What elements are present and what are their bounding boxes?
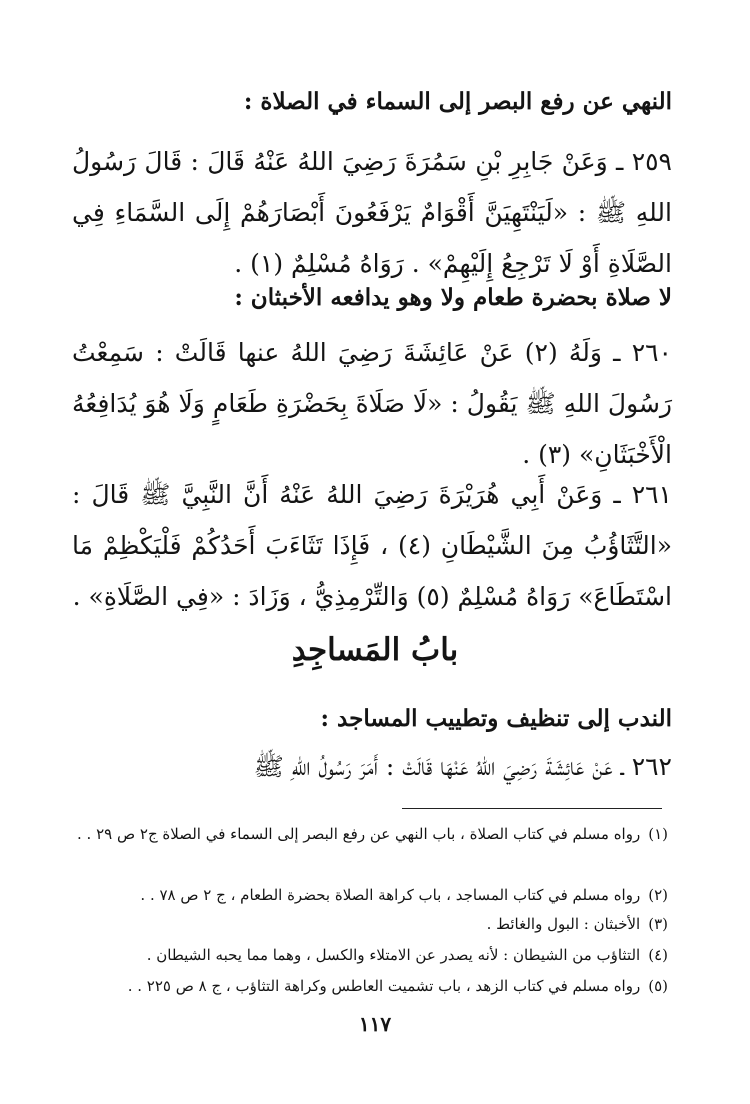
footnote-text: رواه مسلم في كتاب الصلاة ، باب النهي عن رفع البصر إلى السماء في الصلاة ج٢ ص ٢٩ . . — [77, 825, 641, 843]
footnote-5 — [73, 972, 668, 1000]
hadith-259: ٢٥٩ ـ وَعَنْ جَابِرِ بْنِ سَمُرَةَ رَضِيَ اللهُ عَنْهُ قَالَ : قَالَ رَسُولُ اللهِ ﷺ : «لَيَنْتَهِيَنَّ أَقْوَامٌ يَرْفَعُونَ أَبْصَارَهُمْ إِلَى السَّمَاءِ فِي الصَّلَاةِ أَوْ لَا تَرْجِعُ إِلَيْهِمْ» . رَوَاهُ مُسْلِمٌ (١) . — [72, 147, 672, 278]
section-heading-looking-up: النهي عن رفع البصر إلى السماء في الصلاة : — [243, 88, 672, 115]
footnote-number: (٤) — [648, 946, 668, 964]
page-number: ١١٧ — [358, 1012, 392, 1036]
footnote-2 — [73, 881, 668, 909]
hadith-261: ٢٦١ ـ وَعَنْ أَبِي هُرَيْرَةَ رَضِيَ اللهُ عَنْهُ أَنَّ النَّبِيَّ ﷺ قَالَ : «التَّثَاؤُبُ مِنَ الشَّيْطَانِ (٤) ، فَإِذَا تَثَاءَبَ أَحَدُكُمْ فَلْيَكْظِمْ مَا اسْتَطَاعَ» رَوَاهُ مُسْلِمٌ (٥) وَالتِّرْمِذِيُّ ، وَزَادَ : «فِي الصَّلَاةِ» . — [72, 480, 672, 611]
footnote-number: (٢) — [648, 886, 668, 904]
footnote-number: (٥) — [648, 977, 668, 995]
footnote-text: رواه مسلم في كتاب المساجد ، باب كراهة الصلاة بحضرة الطعام ، ج ٢ ص ٧٨ . . — [140, 886, 641, 904]
footnote-divider — [402, 808, 662, 809]
section-heading-mosques: الندب إلى تنظيف وتطييب المساجد : — [320, 705, 672, 732]
footnote-3 — [73, 910, 668, 938]
hadith-262: ٢٦٢ ـ عَنْ عَائِشَةَ رَضِيَ اللهُ عَنْهَا قَالَتْ : أَمَرَ رَسُولُ اللهِ ﷺ — [253, 752, 672, 781]
footnote-text: الأخبثان : البول والغائط . — [486, 915, 641, 933]
section-heading-food-presence: لا صلاة بحضرة طعام ولا وهو يدافعه الأخبثان : — [234, 284, 672, 311]
hadith-260: ٢٦٠ ـ وَلَهُ (٢) عَنْ عَائِشَةَ رَضِيَ اللهُ عنها قَالَتْ : سَمِعْتُ رَسُولَ اللهِ ﷺ يَقُولُ : «لَا صَلَاةَ بِحَضْرَةِ طَعَامٍ وَلَا هُوَ يُدَافِعُهُ الْأَخْبَثَانِ» (٣) . — [72, 338, 672, 469]
footnote-text: التثاؤب من الشيطان : لأنه يصدر عن الامتلاء والكسل ، وهما مما يحبه الشيطان . — [146, 946, 641, 964]
footnote-4 — [73, 941, 668, 969]
footnote-number: (٣) — [648, 915, 668, 933]
footnote-1 — [73, 820, 668, 848]
footnote-text: رواه مسلم في كتاب الزهد ، باب تشميت العاطس وكراهة التثاؤب ، ج ٨ ص ٢٢٥ . . — [127, 977, 641, 995]
chapter-title: بابُ المَساجِدِ — [291, 632, 459, 668]
footnote-number: (١) — [648, 825, 668, 843]
